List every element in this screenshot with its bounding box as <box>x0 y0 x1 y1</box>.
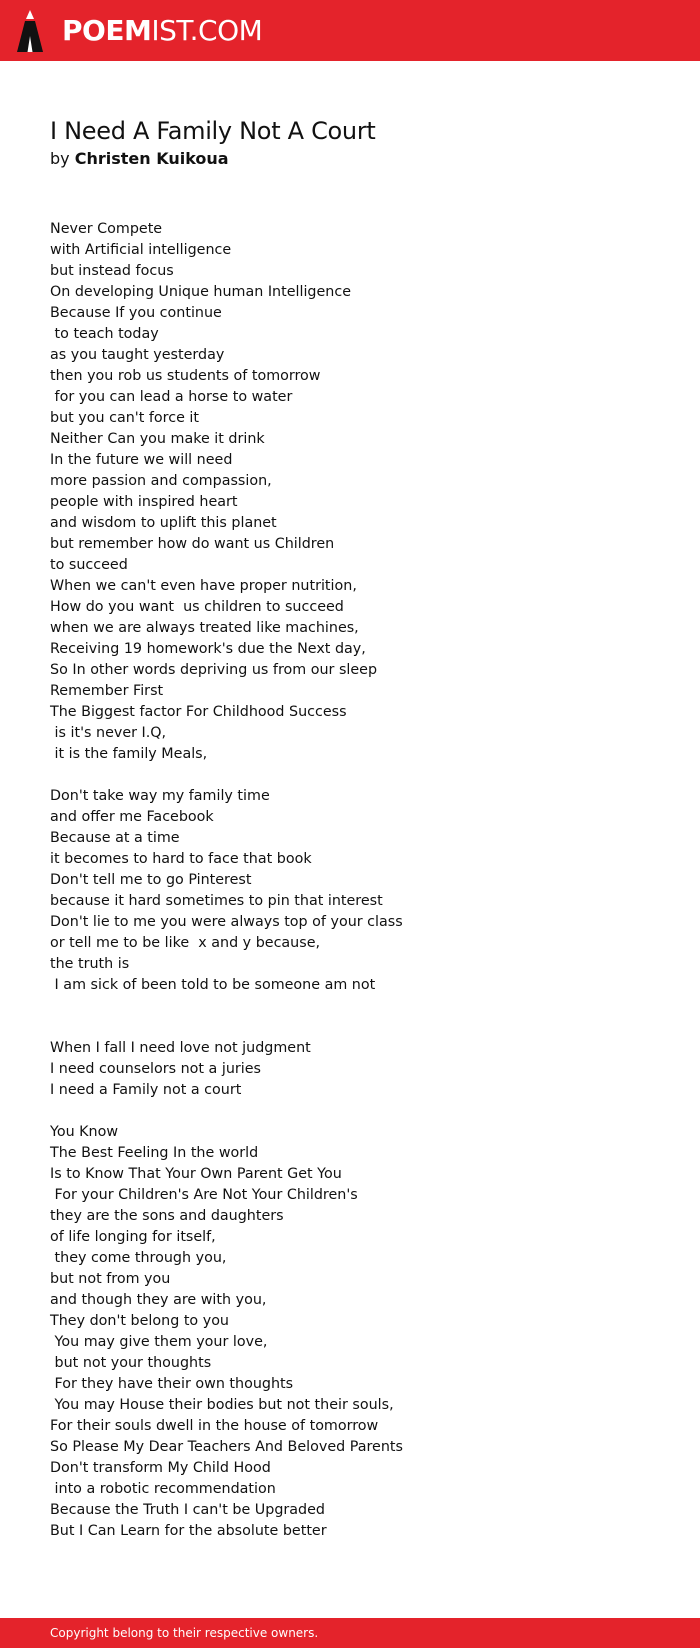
logo-light-text: IST.COM <box>151 14 263 47</box>
site-logo[interactable] <box>17 9 262 53</box>
site-footer <box>0 1618 700 1648</box>
poem-author-link[interactable]: Christen Kuikoua <box>74 149 229 168</box>
site-header <box>0 0 700 61</box>
pencil-icon <box>17 10 43 52</box>
logo-bold-text: POEM <box>62 14 152 47</box>
poem-body: Never Compete with Artificial intelligence but instead focus On developing Unique human Intelligence Because If you continue to teach today as you taught yesterday then you rob us students of tomorrow for you can lead a horse to water but you can't force it Neither Can you make it drink In the future we will need more passion and compassion, people with inspired heart and wisdom to uplift this planet but remember how do want us Children to succeed When we can't even have proper nutrition, How do you want us children to succeed when we are always treated like machines, Receiving 19 homework's due the Next day, So In other words depriving us from our sleep Remember First The Biggest factor For Childhood Success is it's never I.Q, it is the family Meals, Don't take way my family time and offer me Facebook Because at a time it becomes to hard to face that book Don't tell me to go Pinterest because it hard sometimes to pin that interest Don't lie to me you were always top of your class or tell me to be like x and y because, the truth is I am sick of been told to be someone am not When I fall I need love not judgment I need counselors not a juries I need a Family not a court You Know The Best Feeling In the world Is to Know That Your Own Parent Get You For your Children's Are Not Your Children's they are the sons and daughters of life longing for itself, they come through you, but not from you and though they are with you, They don't belong to you You may give them your love, but not your thoughts For they have their own thoughts You may House their bodies but not their souls, For their souls dwell in the house of tomorrow So Please My Dear Teachers And Beloved Parents Don't transform My Child Hood into a robotic recommendation Because the Truth I can't be Upgraded But I Can Learn for the absolute better <box>50 221 403 1539</box>
footer-copyright: Copyright belong to their respective owners. <box>50 1626 319 1640</box>
by-label: by <box>50 149 70 168</box>
poem-byline <box>50 148 229 170</box>
poem-title: I Need A Family Not A Court <box>50 117 376 145</box>
logo-wordmark <box>62 9 262 53</box>
